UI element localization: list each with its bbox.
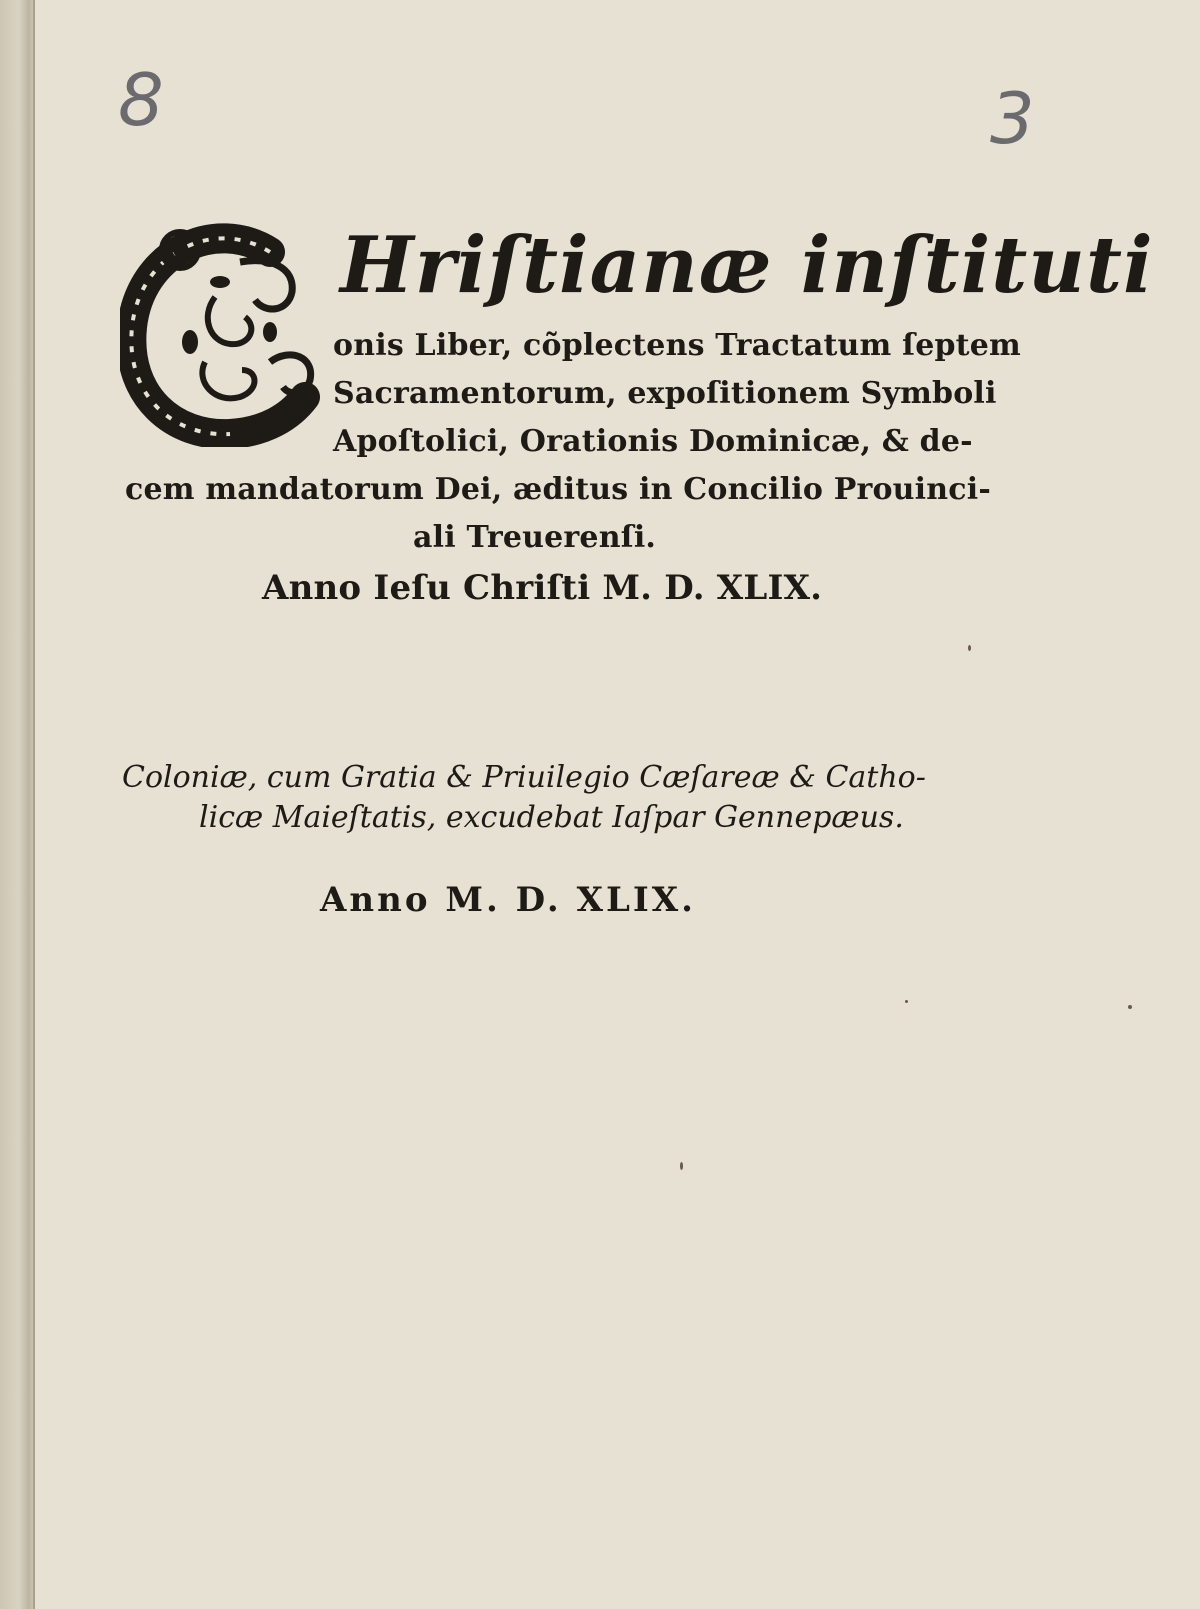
book-gutter xyxy=(0,0,34,1609)
paper-speck xyxy=(1128,1005,1132,1009)
title-line-2: onis Liber, cõplectens Tractatum ſeptem xyxy=(333,328,1021,363)
imprint-line-1: Coloniæ, cum Gratia & Priuilegio Cæſareæ & Catho- xyxy=(122,760,926,795)
paper-speck xyxy=(680,1162,683,1170)
paper-speck xyxy=(905,1000,908,1003)
title-line-5: cem mandatorum Dei, æditus in Concilio Prouinci- xyxy=(125,472,992,507)
pencil-page-number: 3 xyxy=(990,78,1035,160)
imprint-line-2: licæ Maieſtatis, excudebat Iaſpar Gennepæus. xyxy=(199,800,904,835)
title-line-4: Apoſtolici, Orationis Dominicæ, & de- xyxy=(333,424,973,459)
title-heading: Hriſtianæ inſtituti xyxy=(340,220,1154,311)
publication-year-line: Anno Ieſu Chriſti M. D. XLIX. xyxy=(262,568,823,608)
paper-speck xyxy=(968,645,971,651)
imprint-year: Anno M. D. XLIX. xyxy=(320,880,696,920)
decorated-initial-letter xyxy=(120,222,325,447)
pencil-mark-left: 8 xyxy=(118,58,164,142)
title-line-3: Sacramentorum, expoſitionem Symboli xyxy=(333,376,997,411)
initial-letter-text: C xyxy=(221,352,223,353)
gutter-edge xyxy=(33,0,35,1609)
title-line-6: ali Treuerenſi. xyxy=(413,520,657,555)
